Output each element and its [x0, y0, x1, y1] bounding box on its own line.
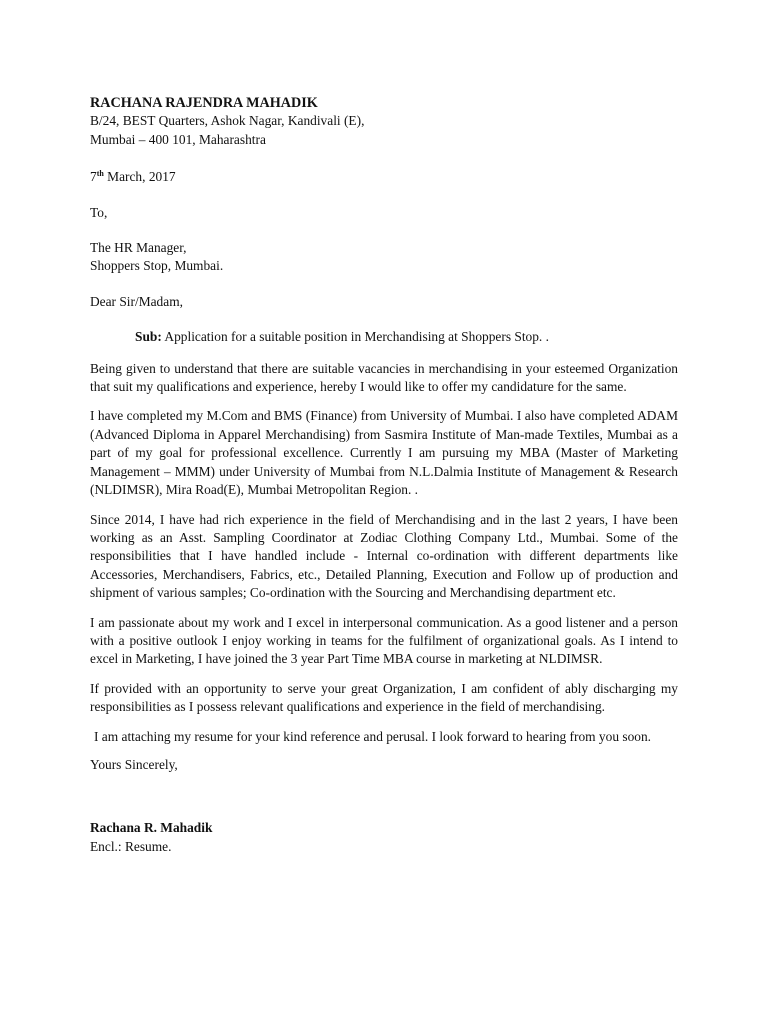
recipient-line1: The HR Manager,	[90, 240, 187, 256]
body-paragraph: I have completed my M.Com and BMS (Finance) from University of Mumbai. I also have completed ADAM (Advanced Diploma in Apparel Merchandising) from Sasmira Institute of Man-made Textiles, Mumbai as a part of my goal for professional excellence. Currently I am pursuing my MBA (Master of Marketing Management – MMM) under University of Mumbai from N.L.Dalmia Institute of Management & Research (NLDIMSR), Mira Road(E), Mumbai Metropolitan Region. .	[90, 408, 678, 498]
body-paragraph: If provided with an opportunity to serve your great Organization, I am confident of ably discharging my responsibilities as I possess relevant qualifications and experience in the field of merchandising.	[90, 680, 678, 715]
sender-address-line1: B/24, BEST Quarters, Ashok Nagar, Kandivali (E),	[90, 113, 365, 129]
sender-name: RACHANA RAJENDRA MAHADIK	[90, 95, 318, 111]
recipient-line2: Shoppers Stop, Mumbai.	[90, 258, 224, 274]
signature-name: Rachana R. Mahadik	[90, 820, 213, 836]
date-suffix: th	[96, 169, 104, 179]
subject-line	[90, 328, 678, 346]
cover-letter	[90, 94, 678, 856]
body-paragraph: Since 2014, I have had rich experience in the field of Merchandising and in the last 2 years, I have been working as an Asst. Sampling Coordinator at Zodiac Clothing Company Ltd., Mumbai. Some of the responsibilities that I have handled include - Internal co-ordination with different departments like Accessories, Merchandisers, Fabrics, etc., Detailed Planning, Execution and Follow up of production and shipment of various samples; Co-ordination with the Sourcing and Merchandising department etc.	[90, 511, 678, 601]
sender-address-line2: Mumbai – 400 101, Maharashtra	[90, 131, 266, 147]
closing: Yours Sincerely,	[90, 756, 178, 772]
enclosure-note: Encl.: Resume.	[90, 838, 172, 854]
body-paragraph: Being given to understand that there are suitable vacancies in merchandising in your esteemed Organization that suit my qualifications and experience, hereby I would like to offer my candidature for the same.	[90, 360, 678, 395]
subject-label: Sub:	[135, 329, 162, 345]
body-paragraph: I am passionate about my work and I excel in interpersonal communication. As a good listener and a person with a positive outlook I enjoy working in teams for the fulfilment of organizational goals. As I intend to excel in Marketing, I have joined the 3 year Part Time MBA course in marketing at NLDIMSR.	[90, 614, 678, 667]
salutation: Dear Sir/Madam,	[90, 293, 183, 309]
subject-text: Application for a suitable position in Merchandising at Shoppers Stop. .	[161, 329, 549, 345]
date-rest: March, 2017	[103, 169, 176, 185]
letter-date	[90, 168, 678, 186]
body-paragraph: I am attaching my resume for your kind reference and perusal. I look forward to hearing from you soon.	[94, 728, 652, 744]
to-label: To,	[90, 204, 108, 220]
date-day: 7	[90, 169, 97, 185]
